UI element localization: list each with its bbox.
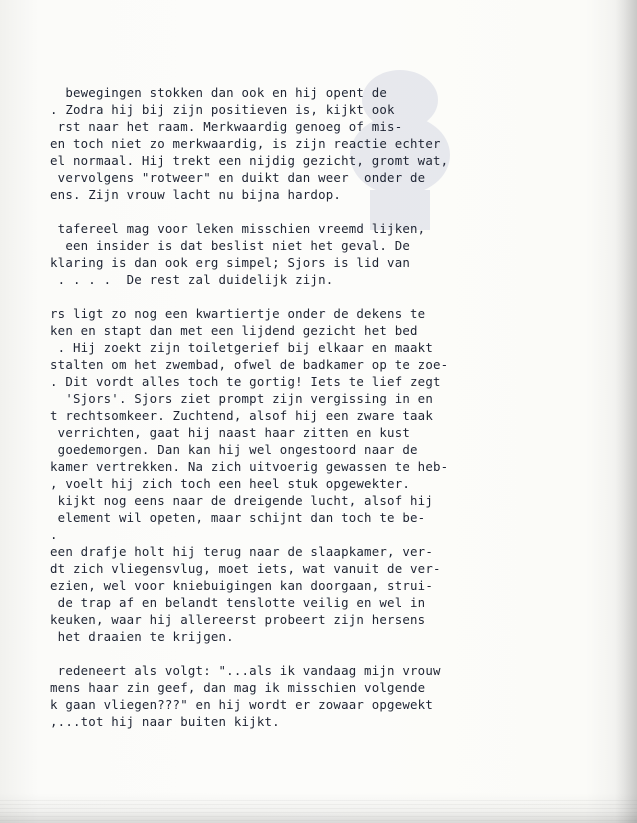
text-line: bewegingen stokken dan ook en hij opent de [50, 85, 388, 100]
text-line: . Hij zoekt zijn toiletgerief bij elkaar en maakt [50, 340, 433, 355]
text-line: t rechtsomkeer. Zuchtend, alsof hij een zware taak [50, 408, 433, 423]
paragraph-1 [50, 84, 590, 203]
text-line: element wil opeten, maar schijnt dan toch te be- [50, 510, 426, 525]
text-line: vervolgens "rotweer" en duikt dan weer onder de [50, 170, 426, 185]
text-line: rst naar het raam. Merkwaardig genoeg of mis- [50, 119, 403, 134]
typewritten-text [50, 84, 590, 747]
text-line: tafereel mag voor leken misschien vreemd lijken, [50, 221, 426, 236]
text-line: . [50, 527, 58, 542]
text-line: k gaan vliegen???" en hij wordt er zowaar opgewekt [50, 697, 433, 712]
text-line: klaring is dan ook erg simpel; Sjors is lid van [50, 255, 411, 270]
text-line: . Dit vordt alles toch te gortig! Iets te lief zegt [50, 374, 441, 389]
text-line: 'Sjors'. Sjors ziet prompt zijn vergissing in en [50, 391, 433, 406]
text-line: en toch niet zo merkwaardig, is zijn reactie echter [50, 136, 441, 151]
text-line: ezien, wel voor kniebuigingen kan doorgaan, strui- [50, 578, 433, 593]
text-line: ens. Zijn vrouw lacht nu bijna hardop. [50, 187, 342, 202]
text-line: rs ligt zo nog een kwartiertje onder de dekens te [50, 306, 426, 321]
text-line: verrichten, gaat hij naast haar zitten en kust [50, 425, 411, 440]
text-line: ken en stapt dan met een lijdend gezicht het bed [50, 323, 418, 338]
text-line: . . . . De rest zal duidelijk zijn. [50, 272, 334, 287]
text-line: el normaal. Hij trekt een nijdig gezicht, gromt wat, [50, 153, 449, 168]
paragraph-2 [50, 220, 590, 288]
text-line: een insider is dat beslist niet het geval. De [50, 238, 411, 253]
page-edge-shadow [615, 0, 637, 823]
paragraph-3 [50, 305, 590, 645]
text-line: redeneert als volgt: "...als ik vandaag mijn vrouw [50, 663, 441, 678]
text-line: keuken, waar hij allereerst probeert zijn hersens [50, 612, 426, 627]
text-line: goedemorgen. Dan kan hij wel ongestoord naar de [50, 442, 418, 457]
text-line: een drafje holt hij terug naar de slaapkamer, ver- [50, 544, 433, 559]
text-line: mens haar zin geef, dan mag ik misschien volgende [50, 680, 426, 695]
text-line: kijkt nog eens naar de dreigende lucht, alsof hij [50, 493, 433, 508]
paragraph-4 [50, 662, 590, 730]
text-line: . Zodra hij bij zijn positieven is, kijkt ook [50, 102, 395, 117]
text-line: het draaien te krijgen. [50, 629, 234, 644]
text-line: de trap af en belandt tenslotte veilig en wel in [50, 595, 426, 610]
text-line: stalten om het zwembad, ofwel de badkamer op te zoe- [50, 357, 449, 372]
text-line: dt zich vliegensvlug, moet iets, wat vanuit de ver- [50, 561, 441, 576]
paper-stack-edges [0, 797, 637, 823]
text-line: , voelt hij zich toch een heel stuk opgewekter. [50, 476, 411, 491]
text-line: kamer vertrekken. Na zich uitvoerig gewassen te heb- [50, 459, 449, 474]
text-line: ,...tot hij naar buiten kijkt. [50, 714, 280, 729]
